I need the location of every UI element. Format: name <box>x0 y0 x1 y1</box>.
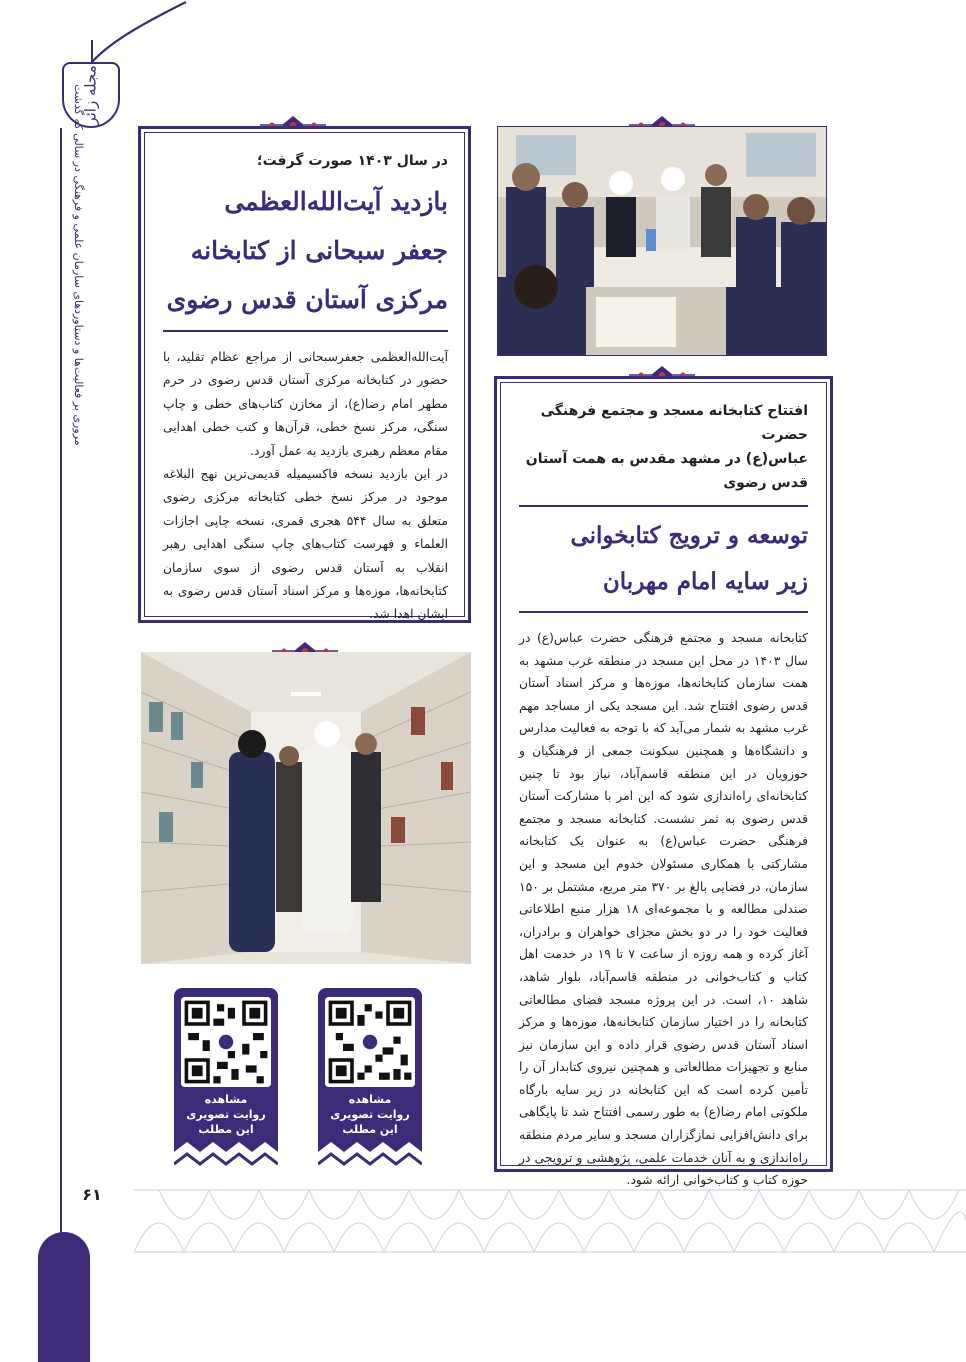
headline-line: توسعه و ترویج کتابخوانی <box>570 522 808 549</box>
headline-line: زیر سایه امام مهربان <box>602 568 808 595</box>
qr-code[interactable] <box>181 997 271 1087</box>
magazine-logo: مجله زائر <box>62 62 120 128</box>
bottom-margin-tab <box>38 1232 90 1362</box>
article-headline <box>519 513 808 605</box>
divider <box>163 330 448 332</box>
kicker-line: افتتاح کتابخانه مسجد و مجتمع فرهنگی حضرت <box>540 403 808 443</box>
article-box-library-visit <box>138 126 471 623</box>
article-paragraph: کتابخانه مسجد و مجتمع فرهنگی حضرت عباس(ع) در سال ۱۴۰۳ در محل این مسجد در منطقه غرب مشهد به همت سازمان کتابخانه‌ها، موزه‌ها و مرکز اسناد آستان قدس رضوی افتتاح شد. این مسجد یکی از مساجد مهم غرب مشهد به شمار می‌آید که با توجه به فعالیت مدارس و دانشگاه‌ها و همچنین سکونت جمعی از فرهنگیان و حوزویان در این منطقه قاسم‌آباد، نیاز بود تا چنین کتابخانه‌ای راه‌اندازی شود که این امر با مشارکت آستان قدس رضوی به ثمر نشست. کتابخانه مسجد و مجتمع فرهنگی حضرت عباس(ع) به عنوان یک کتابخانه مشارکتی با همکاری مسئولان خدوم این مسجد و این سازمان، در فضایی بالغ بر ۳۷۰ متر مربع، مشتمل بر ۱۵۰ صندلی مطالعه و با مجموعه‌ای ۱۸ هزار منبع اطلاعاتی فعالیت خود را در دو بخش مجزای خواهران و برادران، آغاز کرده و همه روزه از ساعت ۷ تا ۱۹ در خدمت اهل کتاب و کتاب‌خوانی در منطقه قاسم‌آباد، بلوار شاهد، شاهد ۱۰، است. در این پروژه مسجد فضای مطالعاتی کتابخانه را در اختیار سازمان کتابخانه‌ها، موزه‌ها و مرکز اسناد آستان قدس رضوی قرار داده و این سازمان نیز منابع و تجهیزات مطالعاتی و همچنین نیروی کتابدار آن را تأمین کرده است که این کتابخانه در زیر سایه بارگاه ملکوتی امام رضا(ع) به طور رسمی افتتاح شد تا پایگاهی برای دانش‌افزایی نمازگزاران مسجد و سایر مردم منطقه راه‌اندازی و به آنان خدمات علمی، پژوهشی و ترویجی در حوزه کتاب و کتاب‌خوانی ارائه شود. <box>519 631 808 1188</box>
article-kicker: در سال ۱۴۰۳ صورت گرفت؛ <box>257 153 448 169</box>
qr-caption <box>174 1092 278 1137</box>
qr-caption-line: مشاهده <box>204 1093 248 1106</box>
qr-card-pattern <box>318 1140 422 1174</box>
qr-caption-line: این مطلب <box>198 1123 254 1136</box>
qr-card-photo-story[interactable] <box>318 988 422 1174</box>
library-stacks-photo <box>141 652 471 964</box>
qr-caption-line: مشاهده <box>348 1093 392 1106</box>
arch-pattern-decoration <box>134 1180 966 1262</box>
article-headline <box>163 177 448 324</box>
page-number: ۶۱ <box>82 1185 102 1204</box>
qr-caption-line: روایت تصویری <box>330 1108 410 1121</box>
margin-rule <box>60 128 62 1236</box>
article-kicker <box>519 399 808 495</box>
divider <box>519 505 808 507</box>
qr-card-pattern <box>174 1140 278 1174</box>
headline-line: بازدید آیت‌الله‌العظمی <box>224 187 448 216</box>
article-box-library-opening <box>494 376 833 1188</box>
kicker-line: عباس(ع) در مشهد مقدس به همت آستان قدس رضوی <box>525 451 808 491</box>
qr-caption-line: روایت تصویری <box>186 1108 266 1121</box>
article-paragraph: آیت‌الله‌العظمی جعفرسبحانی از مراجع عظام تقلید، با حضور در کتابخانه مرکزی آستان قدس رضوی در حرم مطهر امام رضا(ع)، از مخازن کتاب‌های خطی و چاپ سنگی، مرکز نسخ خطی، قرآن‌ها و کتب خطی اهدایی مقام معظم رهبری بازدید به عمل آورد. <box>163 350 448 458</box>
reading-room-photo <box>497 126 827 356</box>
qr-caption-line: این مطلب <box>342 1123 398 1136</box>
headline-line: جعفر سبحانی از کتابخانه <box>190 236 448 265</box>
running-title: مروری بر فعالیت‌ها و دستاوردهای سازمان علمی و فرهنگی در سالی که گذشت <box>72 84 85 446</box>
article-paragraph: در این بازدید نسخه فاکسیمیله قدیمی‌ترین نهج البلاغه موجود در مرکز نسخ خطی کتابخانه مرکزی رضوی متعلق به سال ۵۴۴ هجری قمری، نسخه چاپی اجازات العلماء و فهرست کتاب‌های چاپ سنگی اهدایی رهبر انقلاب به آستان قدس رضوی از سوی سازمان کتابخانه‌ها، موزه‌ها و مرکز اسناد آستان قدس رضوی به ایشان اهدا شد. <box>163 467 448 622</box>
qr-card-photo-story[interactable] <box>174 988 278 1174</box>
divider <box>519 611 808 613</box>
qr-caption <box>318 1092 422 1137</box>
headline-line: مرکزی آستان قدس رضوی <box>166 285 448 314</box>
qr-code[interactable] <box>325 997 415 1087</box>
